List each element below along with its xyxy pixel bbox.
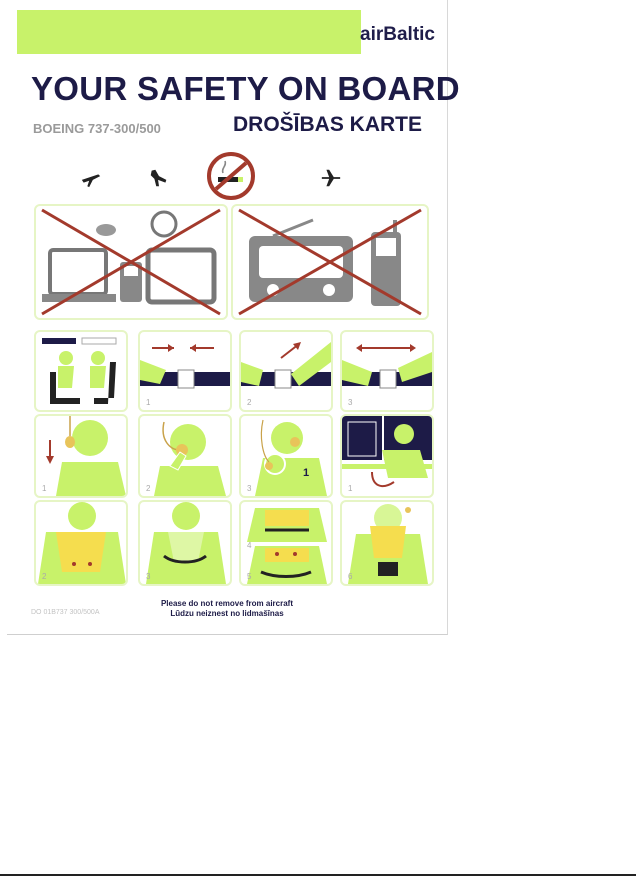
safety-card [7,0,460,635]
seatbelt-tighten-panel [239,330,333,412]
seatbelt-fasten-panel [138,330,232,412]
seat-upright-panel [34,330,128,412]
page-title: YOUR SAFETY ON BOARD [31,70,460,107]
step-number: 3 [348,398,353,407]
cruise-plane-icon [311,158,351,198]
lifevest-illustration [36,502,126,584]
electronics-prohibited-panel [34,204,228,320]
step-number: 3 [247,484,252,493]
takeoff-plane-icon [71,158,111,198]
step-number: 3 [146,572,151,581]
oxygen-mask-child-illustration [241,416,331,496]
seatbelt-tighten-illustration [241,332,331,410]
seatbelt-release-panel [340,330,434,412]
seat-position-illustration [36,332,126,410]
step-number: 6 [348,572,353,581]
brand-color-bar [17,10,361,54]
oxygen-mask-drop-illustration [36,416,126,496]
step-number: 1 [146,398,151,407]
landing-plane-icon [139,158,179,198]
oxygen-mask-help-child-panel [239,414,333,498]
lifevest-put-on-panel [34,500,128,586]
notice-english: Please do not remove from aircraft [160,599,294,608]
seatbelt-fasten-illustration [140,332,230,410]
oxygen-mask-pull-panel [138,414,232,498]
emergency-exit-illustration [342,416,432,496]
step-number: 1 [42,484,47,493]
lifevest-light-panel [340,500,434,586]
lifevest-strap-panel [138,500,232,586]
prohibited-devices-illustration [36,206,226,318]
step-number: 2 [146,484,151,493]
step-number: 2 [42,572,47,581]
lifevest-inflate-panel [239,500,333,586]
lifevest-strap-illustration [140,502,230,584]
step-number: 4 [247,541,252,550]
oxygen-mask-drop-panel [34,414,128,498]
radio-phone-prohibited-panel [231,204,429,320]
emergency-exit-panel [340,414,434,498]
notice-latvian: Lūdzu neiznest no lidmašīnas [170,609,284,618]
seatbelt-release-illustration [342,332,432,410]
lifevest-light-illustration [342,502,432,584]
document-code: DO 01B737 300/500A [31,609,100,616]
lifevest-inflate-illustration [241,502,331,584]
step-number: 5 [247,572,252,581]
page-title-latvian: DROŠĪBAS KARTE [233,113,423,136]
step-number: 1 [348,484,353,493]
svg-text:1: 1 [303,467,310,479]
prohibited-radio-phone-illustration [233,206,427,318]
step-number: 2 [247,398,252,407]
no-smoking-icon [205,150,257,202]
oxygen-mask-pull-illustration [140,416,230,496]
brand-logo: airBaltic [360,24,435,45]
aircraft-model: BOEING 737-300/500 [33,121,161,136]
